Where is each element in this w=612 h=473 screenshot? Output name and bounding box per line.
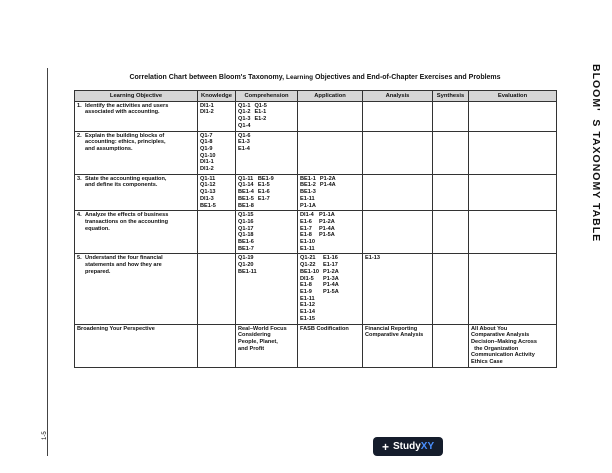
cell-line: DI1-5 — [300, 275, 314, 282]
table-row — [75, 101, 557, 131]
cell-line: Q1-22 — [300, 262, 316, 269]
cell-line: Decision–Making Across — [471, 338, 538, 345]
application-cell — [298, 174, 363, 211]
header-evaluation: Evaluation — [469, 91, 557, 102]
table-row — [75, 211, 557, 254]
objective-number: 1. — [77, 102, 82, 109]
cell-line: Q1-11 — [200, 175, 216, 182]
cell-line: P1-4A — [322, 282, 339, 289]
objective-cell — [75, 101, 198, 131]
cell-line: BE1-10 — [300, 268, 319, 275]
comprehension-cell — [236, 254, 298, 324]
plus-icon: + — [382, 439, 390, 454]
cell-line: DI1-4 — [300, 212, 314, 219]
cell-line: E1-11 — [300, 295, 315, 302]
cell-line: E1-2 — [254, 116, 267, 123]
cell-line: E1-7 — [257, 195, 270, 202]
cell-line: BE1-4 — [238, 189, 254, 196]
evaluation-cell — [469, 324, 557, 367]
header-learning-objective: Learning Objective — [75, 91, 198, 102]
evaluation-cell — [469, 101, 557, 131]
cell-line: DI1-3 — [200, 195, 214, 202]
cell-line: Q1-3 — [238, 116, 251, 123]
cell-line: E1-5 — [257, 182, 270, 189]
table-row — [75, 254, 557, 324]
knowledge-cell — [198, 101, 236, 131]
chart-title: Correlation Chart between Bloom's Taxonomy, Learning Objectives and End-of-Chapter Exercises and Problems — [129, 74, 501, 81]
comprehension-cell — [236, 324, 298, 367]
knowledge-cell — [198, 174, 236, 211]
cell-line: statements and how they are — [85, 262, 162, 269]
cell-line: P1-1A — [318, 212, 335, 219]
header-comprehension: Comprehension — [236, 91, 298, 102]
comprehension-cell — [236, 174, 298, 211]
cell-line: E1-12 — [300, 302, 315, 309]
objective-cell — [75, 174, 198, 211]
knowledge-cell — [198, 131, 236, 174]
cell-line: P1-5A — [322, 288, 339, 295]
cell-line: Q1-4 — [238, 122, 251, 129]
objective-cell — [75, 211, 198, 254]
broadening-label: Broadening Your Perspective — [75, 324, 198, 367]
objective-number: 2. — [77, 132, 82, 139]
cell-line: Q1-11 — [238, 175, 254, 182]
objective-cell — [75, 254, 198, 324]
evaluation-cell — [469, 211, 557, 254]
cell-line: BE1-2 — [300, 182, 316, 189]
cell-line: State the accounting equation, — [85, 175, 167, 182]
page-number: 1-5 — [42, 431, 48, 440]
header-knowledge: Knowledge — [198, 91, 236, 102]
cell-line: Q1-19 — [238, 255, 254, 262]
cell-line: E1-11 — [300, 195, 315, 202]
cell-line: E1-6 — [300, 218, 312, 225]
cell-line: All About You — [471, 325, 508, 332]
cell-line: BE1-8 — [238, 202, 254, 209]
cell-line: BE1-3 — [300, 189, 316, 196]
cell-line: FASB Codification — [300, 325, 349, 332]
cell-line: BE1-6 — [238, 239, 254, 246]
cell-line: E1-14 — [300, 309, 315, 316]
comprehension-cell — [236, 131, 298, 174]
synthesis-cell — [433, 131, 469, 174]
cell-line: and Profit — [238, 345, 265, 352]
cell-line: E1-6 — [257, 189, 270, 196]
comprehension-cell — [236, 101, 298, 131]
cell-line: prepared. — [85, 268, 111, 275]
analysis-cell — [363, 101, 433, 131]
cell-line: E1-9 — [300, 288, 312, 295]
cell-line: E1-4 — [238, 145, 250, 152]
cell-line: E1-7 — [300, 225, 312, 232]
cell-line: Q1-14 — [238, 182, 254, 189]
header-row — [75, 91, 557, 102]
header-application: Application — [298, 91, 363, 102]
cell-line: P1-2A — [322, 268, 339, 275]
cell-line: and define its components. — [85, 182, 158, 189]
synthesis-cell — [433, 254, 469, 324]
cell-line: Q1-5 — [254, 102, 267, 109]
cell-line: Q1-13 — [200, 189, 216, 196]
cell-line: Q1-12 — [200, 182, 216, 189]
cell-line: E1-11 — [300, 245, 315, 252]
cell-line: Considering — [238, 332, 271, 339]
cell-line: P1-3A — [322, 275, 339, 282]
knowledge-cell — [198, 254, 236, 324]
evaluation-cell — [469, 131, 557, 174]
broadening-row — [75, 324, 557, 367]
cell-line: Q1-21 — [300, 255, 316, 262]
application-cell — [298, 131, 363, 174]
cell-line: Q1-18 — [238, 232, 254, 239]
cell-line: P1-2A — [319, 175, 336, 182]
cell-line: P1-1A — [300, 202, 316, 209]
application-cell — [298, 211, 363, 254]
cell-line: DI1-2 — [200, 166, 214, 173]
cell-line: Q1-16 — [238, 218, 254, 225]
cell-line: BE1-5 — [200, 202, 216, 209]
cell-line: E1-8 — [300, 282, 312, 289]
cell-line: DI1-2 — [200, 109, 214, 116]
evaluation-cell — [469, 254, 557, 324]
cell-line: E1-1 — [254, 109, 267, 116]
objective-number: 4. — [77, 212, 82, 219]
cell-line: BE1-5 — [238, 195, 254, 202]
header-synthesis: Synthesis — [433, 91, 469, 102]
application-cell — [298, 324, 363, 367]
evaluation-cell — [469, 174, 557, 211]
analysis-cell — [363, 131, 433, 174]
cell-line: E1-10 — [300, 239, 315, 246]
synthesis-cell — [433, 211, 469, 254]
cell-line: Q1-15 — [238, 212, 254, 219]
application-cell — [298, 254, 363, 324]
analysis-cell — [363, 324, 433, 367]
cell-line: Communication Activity — [471, 352, 535, 359]
logo-text: StudyXY — [393, 441, 435, 452]
cell-line: equation. — [85, 225, 110, 232]
synthesis-cell — [433, 174, 469, 211]
cell-line: BE1-7 — [238, 245, 254, 252]
cell-line: Comparative Analysis — [365, 332, 424, 339]
table-row — [75, 174, 557, 211]
cell-line: E1-13 — [365, 255, 380, 262]
objective-number: 3. — [77, 175, 82, 182]
knowledge-cell — [198, 324, 236, 367]
cell-line: Financial Reporting — [365, 325, 418, 332]
cell-line: Q1-20 — [238, 262, 254, 269]
cell-line: Q1-7 — [200, 132, 213, 139]
cell-line: E1-15 — [300, 315, 315, 322]
cell-line: Q1-1 — [238, 102, 251, 109]
cell-line: BE1-9 — [257, 175, 274, 182]
objective-number: 5. — [77, 255, 82, 262]
cell-line: Comparative Analysis — [471, 332, 530, 339]
table-row — [75, 131, 557, 174]
cell-line: Analyze the effects of business — [85, 212, 169, 219]
cell-line: P1-5A — [318, 232, 335, 239]
cell-line: BE1-1 — [300, 175, 316, 182]
cell-line: Q1-17 — [238, 225, 254, 232]
cell-line: associated with accounting. — [85, 109, 160, 116]
cell-line: DI1-1 — [200, 159, 214, 166]
cell-line: Q1-10 — [200, 152, 216, 159]
cell-line: E1-8 — [300, 232, 312, 239]
analysis-cell — [363, 254, 433, 324]
cell-line: BE1-11 — [238, 268, 257, 275]
cell-line: Q1-2 — [238, 109, 251, 116]
cell-line: the Organization — [471, 345, 519, 352]
cell-line: P1-4A — [319, 182, 336, 189]
studyxy-logo[interactable] — [373, 437, 443, 456]
cell-line: accounting: ethics, principles, — [85, 139, 166, 146]
synthesis-cell — [433, 324, 469, 367]
cell-line: Q1-8 — [200, 139, 213, 146]
cell-line: P1-2A — [318, 218, 335, 225]
side-title: BLOOM' S TAXONOMY TABLE — [590, 64, 602, 243]
objective-cell — [75, 131, 198, 174]
cell-line: Explain the building blocks of — [85, 132, 165, 139]
knowledge-cell — [198, 211, 236, 254]
cell-line: P1-4A — [318, 225, 335, 232]
application-cell — [298, 101, 363, 131]
header-analysis: Analysis — [363, 91, 433, 102]
cell-line: Q1-6 — [238, 132, 251, 139]
analysis-cell — [363, 211, 433, 254]
cell-line: DI1-1 — [200, 102, 214, 109]
cell-line: transactions on the accounting — [85, 218, 168, 225]
cell-line: and assumptions. — [85, 145, 133, 152]
cell-line: Identify the activities and users — [85, 102, 169, 109]
taxonomy-table — [74, 90, 557, 368]
cell-line: Understand the four financial — [85, 255, 163, 262]
analysis-cell — [363, 174, 433, 211]
cell-line: Q1-9 — [200, 145, 213, 152]
cell-line: E1-17 — [322, 262, 338, 269]
cell-line: People, Planet, — [238, 338, 278, 345]
synthesis-cell — [433, 101, 469, 131]
comprehension-cell — [236, 211, 298, 254]
cell-line: E1-16 — [322, 255, 338, 262]
left-margin-rule — [47, 68, 48, 456]
cell-line: E1-3 — [238, 139, 250, 146]
cell-line: Real–World Focus — [238, 325, 287, 332]
cell-line: Ethics Case — [471, 359, 503, 366]
